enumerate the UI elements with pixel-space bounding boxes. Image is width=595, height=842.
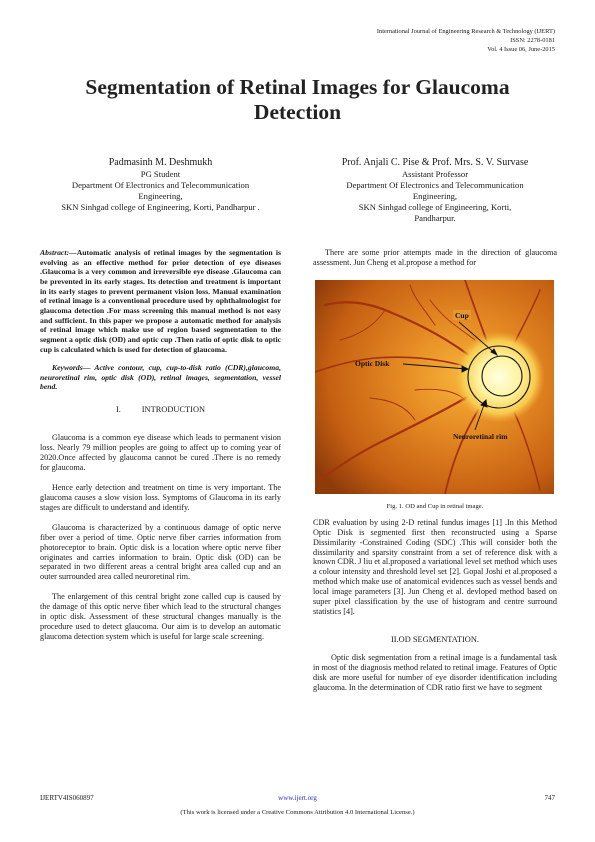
abstract-label: Abstract:— <box>40 248 77 257</box>
title-line-1: Segmentation of Retinal Images for Glaucoma <box>85 75 510 99</box>
keywords <box>40 363 281 391</box>
author-institution-cont: Pandharpur. <box>414 213 456 223</box>
section-heading-introduction: I. INTRODUCTION <box>115 405 206 415</box>
prior-work-paragraph: There are some prior attempts made in the direction of glaucoma assessment. Jun Cheng et al.propose a method for <box>313 248 557 267</box>
footer-page-number: 747 <box>544 794 555 802</box>
intro-paragraph-4: The enlargement of this central bright zone called cup is caused by the damage of this optic nerve fiber which lead to the structural changes in optic disk. Assessment of these structural changes manually is the procedure used to detect glaucoma. Our aim is to develop an automatic glaucoma detection system which is useful for large scale screening. <box>40 592 281 641</box>
author-name: Prof. Anjali C. Pise & Prof. Mrs. S. V. Survase <box>341 157 529 168</box>
left-column <box>40 248 281 642</box>
author-dept: Department Of Electronics and Telecommunication <box>346 180 524 190</box>
author-block-1 <box>40 156 281 213</box>
intro-paragraph-3: Glaucoma is characterized by a continuous damage of optic nerve fiber over a period of time. Optic nerve fiber carries information from photoreceptor to brain. Optic disk is a location where optic nerve fiber originates and carries information to brain. Optic disk (OD) can be separated in two different areas a central bright area called cup and an outer surrounded area called neuroretinal rim. <box>40 522 281 582</box>
intro-paragraph-2: Hence early detection and treatment on time is very important. The glaucoma causes a slow vision loss. Symptoms of Glaucoma in its early stages are difficult to understand and identify. <box>40 483 281 512</box>
right-column <box>313 248 557 693</box>
figure-caption: Fig. 1. OD and Cup in retinal image. <box>386 502 484 510</box>
author-institution: SKN Sinhgad college of Engineering, Korti, Pandharpur . <box>61 202 260 212</box>
volume-issue: Vol. 4 Issue 06, June-2015 <box>487 46 555 53</box>
author-role: Assistant Professor <box>401 169 469 179</box>
abstract-text: Automatic analysis of retinal images by the segmentation is evolving as an effective method for prior detection of eye diseases .Glaucoma is a very common and irreversible eye disease .Glaucoma can be prevented in its early stages. Its detection and treatment is important in its early stages to prevent permanent vision loss. Manual examination of retinal image is a conventional procedure used by ophthalmologist for glaucoma detection .For mass screening this manual method is not easy and sufficient. In this paper we propose a automatic method for analysis of retinal image which make use of region based segmentation to the segment a optic disk (OD) and optic cup .Then ratio of optic disk to optic cup is calculated which is used for detection of glaucoma. <box>40 248 281 354</box>
footer-paper-id: IJERTV4IS060897 <box>40 794 94 802</box>
related-work-paragraph: CDR evaluation by using 2-D retinal fundus images [1] .In this Method Optic Disk is segmented first then reconstructed using a Sparse Dissimilarity -Constrained Coding (SDC) .This will consider both the dissimilarity and sparsity constraint from a set of reference disk with a known CDR. J liu et al.proposed a variational level set method which uses a colour intensity and threshold level set [2]. Gopal Joshi et al.proposed a method which make use of anatomical evidences such as vessel bends and local image parameters [3]. Jun Cheng et al. devloped method based on super pixel classification by the use of histogram and centre surround statistics [4]. <box>313 517 557 616</box>
author-dept-cont: Engineering, <box>412 191 458 201</box>
footer-license: (This work is licensed under a Creative Commons Attribution 4.0 International License.) <box>180 809 415 816</box>
author-dept: Department Of Electronics and Telecommunication <box>71 180 250 190</box>
keywords-text: Active contour, cup, cup-to-disk ratio (CDR),glaucoma, neuroretinal rim, optic disk (OD), retinal images, segmentation, vessel bend. <box>40 363 281 392</box>
intro-paragraph-1: Glaucoma is a common eye disease which leads to permanent vision loss. Nearly 79 million peoples are going to affect up to coming year of 2020.Once affected by glaucoma cannot be cured .There is no remedy for glaucoma. <box>40 433 281 473</box>
author-institution: SKN Sinhgad college of Engineering, Korti, <box>358 202 512 212</box>
author-name: Padmasinh M. Deshmukh <box>108 157 213 168</box>
author-block-2 <box>313 156 557 224</box>
keywords-label: Keywords— <box>52 363 91 373</box>
footer-url-link[interactable]: www.ijert.org <box>278 794 317 802</box>
author-dept-cont: Engineering, <box>138 191 183 201</box>
title-line-2: Detection <box>253 100 342 124</box>
label-optic-disk: Optic Disk <box>355 358 390 368</box>
section-heading-od-segmentation: II.OD SEGMENTATION. <box>391 634 479 644</box>
author-role: PG Student <box>140 169 181 179</box>
od-segmentation-paragraph: Optic disk segmentation from a retinal image is a fundamental task in most of the diagnosis method related to retinal image. Features of Optic disk are more useful for number of eye disorder identification including glaucoma. In the determination of CDR ratio first we have to segment <box>313 652 557 692</box>
label-neuroretinal-rim: Neuroretinal rim <box>453 431 508 441</box>
journal-name: International Journal of Engineering Research & Technology (IJERT) <box>376 28 555 35</box>
issn: ISSN: 2278-0181 <box>510 37 555 44</box>
optic-disk-glow <box>453 331 545 423</box>
paper-title <box>36 75 559 125</box>
abstract <box>40 248 281 354</box>
figure-retinal-image <box>315 280 554 494</box>
retina-illustration <box>315 280 554 494</box>
label-cup: Cup <box>455 310 469 320</box>
